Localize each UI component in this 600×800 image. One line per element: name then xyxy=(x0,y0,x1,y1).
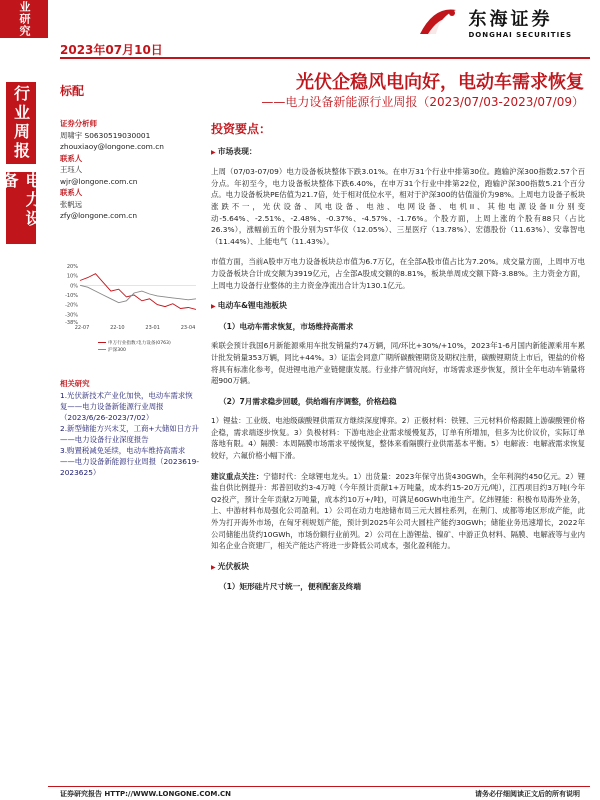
logo-name-cn: 东海证券 xyxy=(468,9,553,30)
logo-name-en: DONGHAI SECURITIES xyxy=(468,31,572,39)
focus-text: 宁德时代：全球锂电龙头。1）出货量：2023年保守出货430GWh，全年利润约450亿元。2）锂盐自供比例提升：邦普回收约3-4万吨（今年预计贡献1+万吨量，成本约15-20万元/吨），江西项目约3万吨(今年Q2投产，预计全年贡献2万吨量，成本约10万+/吨)，可满足60GWh电池生产。亿纬锂能：积极布局海外业务，上、中游材料布局强化公司盈利。1）公司在动力电池储布局三元大圆柱系列，在荆门、成都等地区形成产能，此外为打开海外市场，在匈牙利规划产能，预计到2025年公司大圆柱产能约30GWh；储能业务迅速增长，2022年公司储能出货约10GWh，市场份额行业前列。2）公司在上游锂盐、镍矿、中游正负材料、隔膜、电解液等与业内知名企业合资建厂，相关产能达产将进一步降低公司成本，强化盈利能力。 xyxy=(211,471,585,551)
ev-subheading-2: （2）7月需求稳步回暖，供给端有序调整，价格趋稳 xyxy=(219,396,397,406)
main-content xyxy=(211,124,585,601)
y-tick-label: 20% xyxy=(66,264,78,270)
related-research xyxy=(60,378,200,478)
ev-subheading-1: （1）电动车需求恢复，市场维持高需求 xyxy=(219,321,354,331)
report-date: 2023年07月10日 xyxy=(60,43,163,57)
legend-label: 沪深300 xyxy=(108,348,126,353)
analyst-name-code: 周啸宇 S0630519030001 xyxy=(60,130,151,140)
x-tick-label: 23-04 xyxy=(180,325,196,331)
related-item[interactable]: 1.光伏新技术产业化加快，电动车需求恢复——电力设备新能源行业周报（2023/6/26-2023/7/02） xyxy=(60,391,193,422)
footer-left[interactable]: 证券研究报告 HTTP://WWW.LONGONE.COM.CN xyxy=(60,789,232,798)
related-heading: 相关研究 xyxy=(60,379,90,388)
report-subtitle: ——电力设备新能源行业周报（2023/07/03-2023/07/09） xyxy=(261,95,584,109)
logo-sail-icon xyxy=(414,4,462,40)
y-tick-label: 10% xyxy=(66,273,78,280)
related-item[interactable]: 3.购置税减免延续，电动车维持高需求——电力设备新能源行业周报（2023619-2023625） xyxy=(60,446,200,477)
market-paragraph-2: 市值方面，当前A股申万电力设备板块总市值为6.7万亿，在全部A股市值占比为7.20%。成交量方面，上周申万电力设备板块合计成交额为3919亿元，占全部A股成交额的8.81%，板块单周成交额下降-3.88%。主力资金方面，上周电力设备行业整体的主力资金净流出合计为130.1亿元。 xyxy=(211,257,585,290)
report-title: 光伏企稳风电向好，电动车需求恢复 xyxy=(296,72,584,93)
series-line xyxy=(80,285,196,302)
contact-email[interactable]: wjr@longone.com.cn xyxy=(60,176,138,186)
series-line xyxy=(80,274,196,310)
y-tick-label: 0% xyxy=(70,283,78,290)
industry-rating: 标配 xyxy=(60,84,85,98)
ev-paragraph-3 xyxy=(211,471,585,552)
contact-label: 联系人 xyxy=(60,153,83,163)
analyst-info xyxy=(60,106,200,222)
market-heading: ▶ 市场表现： xyxy=(211,146,585,159)
analyst-email[interactable]: zhouxiaoy@longone.com.cn xyxy=(60,142,164,151)
ev-paragraph-1: 乘联会预计我国6月新能源乘用车批发销量约74万辆，同/环比+30%/+10%，2023年1-6月国内新能源乘用车累计批发销量353万辆，同比+44%。3）证监会同意广期所碳酸锂期货及期权注册，碳酸锂期货上市后，锂盐的价格将具有标准化参考，促进锂电池产业链健康发展。行业排产情况向好，市场需求逐步恢复，预计全年电动车销量将超900万辆。 xyxy=(211,341,586,386)
y-tick-label: -10% xyxy=(65,292,78,299)
pv-heading: ▶ 光伏板块 xyxy=(211,561,585,574)
performance-chart xyxy=(60,262,200,364)
contact-email[interactable]: zfy@longone.com.cn xyxy=(60,211,138,220)
section-heading: 投资要点： xyxy=(211,122,272,136)
vertical-tag-report-type: 行业周报 xyxy=(6,82,36,164)
header-divider xyxy=(60,57,590,59)
x-tick-label: 23-01 xyxy=(145,325,160,331)
company-logo xyxy=(414,4,572,40)
pv-subheading-1: （1）矩形硅片尺寸统一，便利配套及终端 xyxy=(219,582,361,592)
ev-paragraph-2: 1）锂盐：工业级、电池级碳酸锂供需双方继续深度博弈。2）正极材料：铁锂、三元材料价格跟随上游碳酸锂价格企稳，需求端逐步恢复。3）负极材料：下游电池企业需求缓慢复苏，订单有所增加，但多为比价议价，实际订单落地有限。4）隔膜：本周隔膜市场需求平缓恢复，整体来看隔膜行业供需基本平衡。5）电解液：电解液需求恢复较好，六氟价格小幅下滑。 xyxy=(211,416,585,461)
vertical-tag-industry: 电力设备 xyxy=(6,172,36,244)
x-tick-label: 22-10 xyxy=(110,325,125,331)
focus-lead: 建议重点关注： xyxy=(211,471,264,481)
y-tick-label: -20% xyxy=(65,302,78,309)
related-item[interactable]: 2.新型储能方兴未艾，工商+大储如日方升——电力设备行业深度报告 xyxy=(60,424,199,444)
contact-name: 王珏人 xyxy=(60,165,83,174)
page-footer xyxy=(48,786,590,800)
ev-heading: ▶ 电动车&锂电池板块 xyxy=(211,300,585,313)
y-tick-label: -38% xyxy=(65,320,78,326)
x-tick-label: 22-07 xyxy=(74,325,90,331)
corner-tag: 业研究 xyxy=(0,0,48,38)
analyst-label: 证券分析师 xyxy=(60,119,97,128)
footer-right: 请务必仔细阅读正文后的所有说明 xyxy=(475,789,580,798)
chart-svg xyxy=(60,262,200,364)
market-paragraph-1: 上周（07/03-07/09）电力设备板块整体下跌3.01%。在申万31个行业中排第30位。跑输沪深300指数2.57个百分点。年初至今，电力设备板块整体下跌6.40%，在申万31个行业中排第22位，跑输沪深300指数5.21个百分点。电力设备板块PE估值为21.7倍，处于相对低位水平，相对于沪深300的估值溢价为98%。上周电力设备子板块涨跌不一，光伏设备、风电设备、电池、电网设备、电机II、其他电源设备II分别变动-5.64%、-2.51%、-2.48%、-0.37%、-4.57%、-1.76%。个股方面，上周上涨的个股有88只（占比26.3%），涨幅前五的个股分别为ST华仪（12.05%）、三星医疗（13.78%）、宏德股份（11.63%）、安靠智电（11.44%）、上能电气（11.43%）。 xyxy=(211,167,585,246)
legend-label: 申万行业指数:电力设备(0763) xyxy=(108,341,171,346)
y-tick-label: -30% xyxy=(65,312,78,319)
contact-label: 联系人 xyxy=(60,188,83,197)
contact-name: 张帆远 xyxy=(60,199,83,209)
